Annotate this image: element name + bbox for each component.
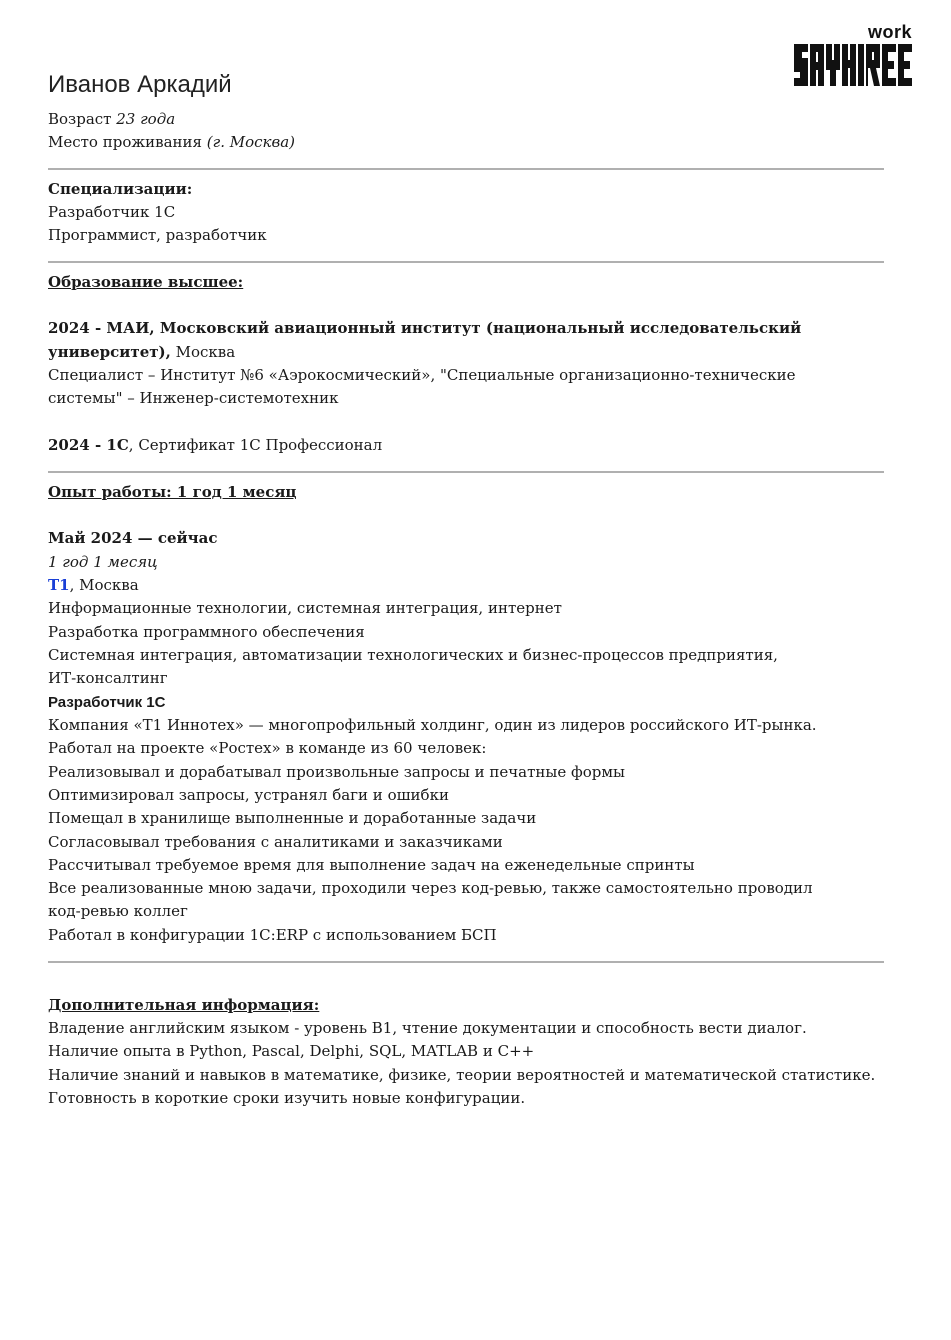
experience-heading: Опыт работы: 1 год 1 месяц <box>48 483 297 501</box>
divider <box>48 168 884 170</box>
divider <box>48 261 884 263</box>
description-line: код-ревью коллег <box>48 902 188 920</box>
description-line: Все реализованные мною задачи, проходили через код-ревью, также самостоятельно проводил <box>48 879 813 897</box>
industry-line: Информационные технологии, системная интеграция, интернет <box>48 599 562 617</box>
divider <box>48 961 884 963</box>
education-entry-1-university: университет), <box>48 343 171 361</box>
description-line: Согласовывал требования с аналитиками и заказчиками <box>48 833 503 851</box>
logo-wordmark-icon <box>792 44 914 86</box>
description-line: Работал на проекте «Ростех» в команде из 60 человек: <box>48 739 487 757</box>
additional-line: Готовность в короткие сроки изучить новые конфигурации. <box>48 1089 526 1107</box>
education-entry-2 <box>48 434 382 457</box>
education-entry-1-detail: системы" – Инженер-системотехник <box>48 389 339 407</box>
description-line: Реализовывал и дорабатывал произвольные запросы и печатные формы <box>48 763 625 781</box>
education-entry-2-title: 2024 - 1С <box>48 436 129 454</box>
candidate-name: Иванов Аркадий <box>48 71 232 98</box>
education-heading: Образование высшее: <box>48 273 244 291</box>
description-line: Оптимизировал запросы, устранял баги и ошибки <box>48 786 449 804</box>
specialization-item: Программист, разработчик <box>48 226 267 244</box>
education-entry-1-title: 2024 - МАИ, Московский авиационный институт (национальный исследовательский <box>48 319 802 337</box>
additional-line: Наличие опыта в Python, Pascal, Delphi, SQL, MATLAB и C++ <box>48 1042 535 1060</box>
industry-line: Системная интеграция, автоматизации технологических и бизнес-процессов предприятия, <box>48 646 778 664</box>
residence-label: Место проживания <box>48 133 207 151</box>
residence-line <box>48 131 295 154</box>
additional-line: Наличие знаний и навыков в математике, физике, теории вероятностей и математической статистике. <box>48 1066 876 1084</box>
description-line: Компания «Т1 Иннотех» — многопрофильный холдинг, один из лидеров российского ИТ-рынка. <box>48 716 817 734</box>
experience-company-line <box>48 574 139 597</box>
description-line: Рассчитывал требуемое время для выполнение задач на еженедельные спринты <box>48 856 695 874</box>
experience-duration: 1 год 1 месяц <box>48 553 158 571</box>
residence-value: (г. Москва) <box>206 133 296 151</box>
education-entry-2-rest: , Сертификат 1С Профессионал <box>128 436 383 454</box>
additional-heading: Дополнительная информация: <box>48 996 320 1014</box>
company-city: , Москва <box>69 576 139 594</box>
experience-period: Май 2024 — сейчас <box>48 529 218 547</box>
specializations-heading: Специализации: <box>48 180 193 198</box>
education-entry-1-title-cont <box>48 341 235 364</box>
industry-line: ИТ-консалтинг <box>48 669 168 687</box>
logo-work-text: work <box>867 22 912 42</box>
additional-line: Владение английским языком - уровень B1, чтение документации и способность вести диалог. <box>48 1019 807 1037</box>
age-label: Возраст <box>48 110 117 128</box>
sayhire-logo <box>792 22 914 86</box>
education-entry-1-city: Москва <box>170 343 236 361</box>
divider <box>48 471 884 473</box>
experience-position: Разработчик 1С <box>48 694 166 711</box>
age-line <box>48 108 175 131</box>
description-line: Работал в конфигурации 1С:ERP с использованием БСП <box>48 926 497 944</box>
company-link[interactable]: Т1 <box>48 576 70 594</box>
specialization-item: Разработчик 1С <box>48 203 176 221</box>
age-value: 23 года <box>116 110 176 128</box>
education-entry-1-detail: Специалист – Институт №6 «Аэрокосмический», "Специальные организационно-технические <box>48 366 796 384</box>
description-line: Помещал в хранилище выполненные и доработанные задачи <box>48 809 537 827</box>
industry-line: Разработка программного обеспечения <box>48 623 365 641</box>
